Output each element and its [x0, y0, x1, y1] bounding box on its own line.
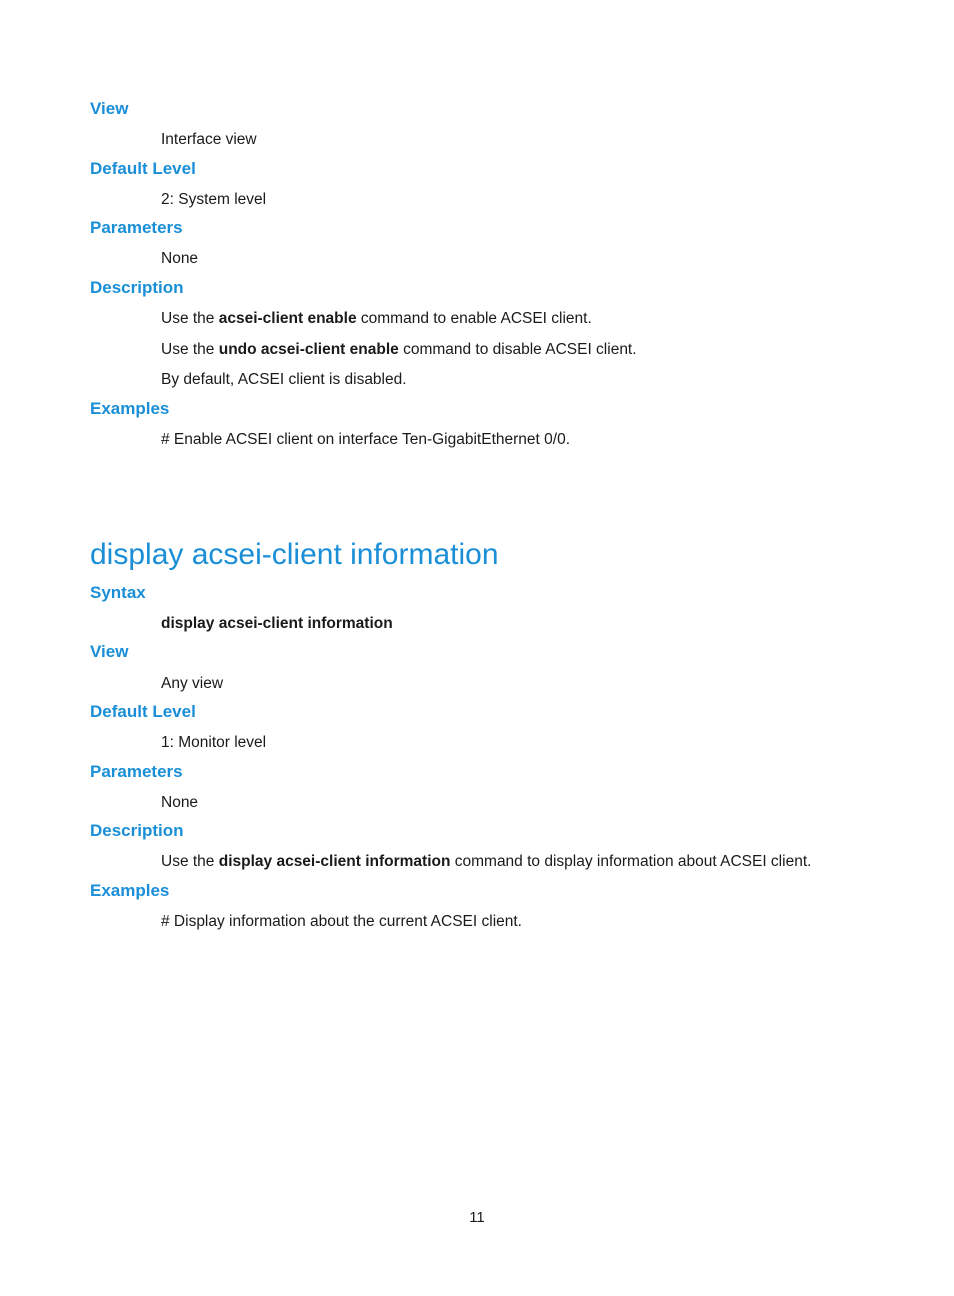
description-text: [161, 852, 811, 872]
page-number: 11: [469, 1209, 485, 1226]
view-heading: View: [90, 99, 129, 118]
description-suffix: command to disable ACSEI client.: [398, 341, 637, 358]
command-name: display acsei-client information: [218, 853, 451, 870]
view-heading: View: [90, 642, 129, 661]
description-prefix: Use the: [161, 310, 219, 327]
description-default: By default, ACSEI client is disabled.: [161, 371, 407, 388]
examples-heading: Examples: [90, 399, 170, 418]
description-suffix: command to display information about ACSEI client.: [450, 853, 812, 870]
command-name: acsei-client enable: [218, 310, 357, 327]
default-level-heading: Default Level: [90, 702, 196, 721]
parameters-text: None: [161, 794, 199, 811]
command-title: display acsei-client information: [90, 538, 499, 571]
description-enable: [161, 309, 592, 329]
example-text: # Display information about the current ACSEI client.: [161, 913, 522, 930]
description-heading: Description: [90, 278, 184, 297]
parameters-text: None: [161, 250, 199, 267]
syntax-command: display acsei-client information: [161, 615, 393, 632]
view-text: Any view: [161, 675, 224, 692]
description-prefix: Use the: [161, 853, 219, 870]
description-disable: [161, 340, 637, 360]
description-suffix: command to enable ACSEI client.: [356, 310, 592, 327]
parameters-heading: Parameters: [90, 762, 183, 781]
examples-heading: Examples: [90, 881, 170, 900]
view-text: Interface view: [161, 131, 257, 148]
syntax-heading: Syntax: [90, 583, 146, 602]
parameters-heading: Parameters: [90, 218, 183, 237]
default-level-text: 2: System level: [161, 191, 267, 208]
description-prefix: Use the: [161, 341, 219, 358]
command-name: undo acsei-client enable: [218, 341, 399, 358]
default-level-text: 1: Monitor level: [161, 734, 267, 751]
default-level-heading: Default Level: [90, 159, 196, 178]
description-heading: Description: [90, 821, 184, 840]
example-text: # Enable ACSEI client on interface Ten-GigabitEthernet 0/0.: [161, 431, 570, 448]
